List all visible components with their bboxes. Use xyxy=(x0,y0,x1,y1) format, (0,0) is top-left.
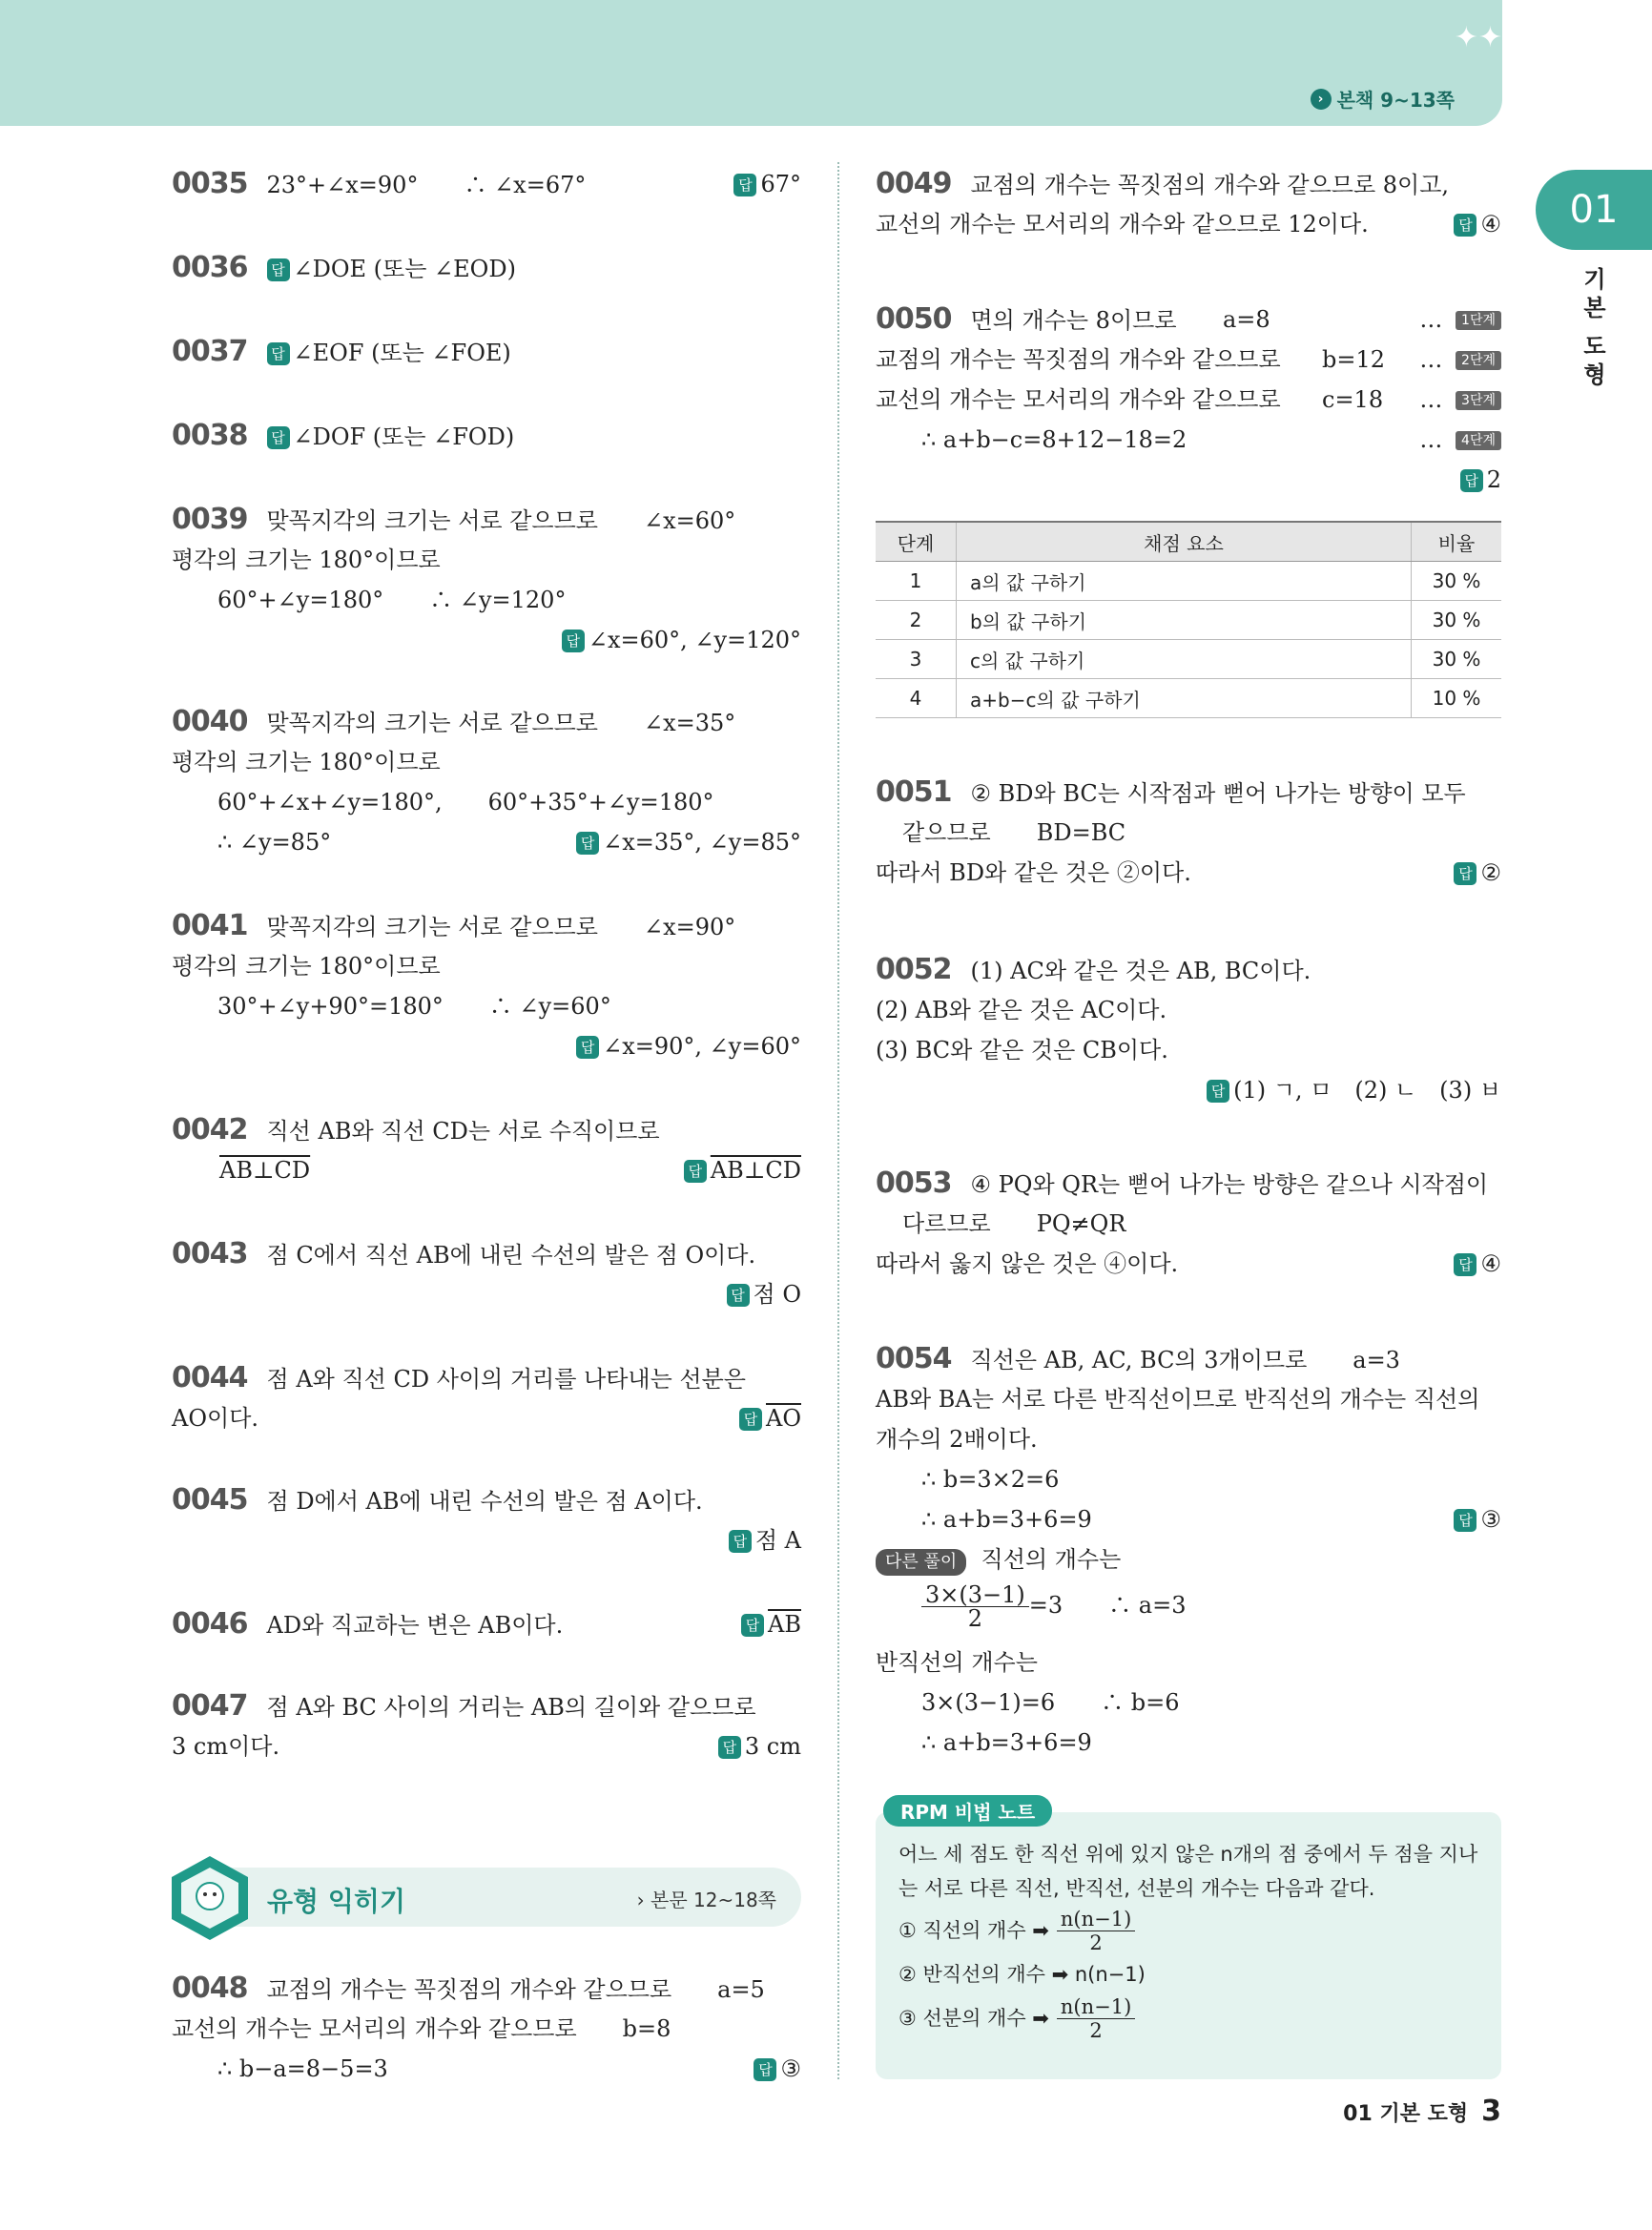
mascot-hexagon-icon xyxy=(164,1852,256,1944)
problem-0040: 0040 맞꼭지각의 크기는 서로 같으므로 ∠x=35° 평각의 크기는 180°이므로 60°+∠x+∠y=180°, 60°+35°+∠y=180° ∴ ∠y=85° 답 ∠x=35°, ∠y=85° xyxy=(172,705,801,856)
rpm-note-box: RPM 비법 노트 어느 세 점도 한 직선 위에 있지 않은 n개의 점 중에서 두 점을 지나 는 서로 다른 직선, 반직선, 선분의 개수는 다음과 같다. ① 직선의 개수 ➡ $\frac{n(n-1)}{2}$ ② 반직선의 개수 ➡ n(n−1) ③ 선분의 개수 ➡ $\frac{n(n-1)}{2}$ xyxy=(876,1812,1501,2079)
table-row: 2 b의 값 구하기 30 % xyxy=(876,601,1501,640)
table-row: 4 a+b−c의 값 구하기 10 % xyxy=(876,679,1501,718)
problem-0053: 0053 ④ PQ와 QR는 뻗어 나가는 방향은 같으나 시작점이 다르므로 PQ≠QR 따라서 옳지 않은 것은 ④이다. 답 ④ xyxy=(876,1167,1501,1277)
problem-0046: 0046 AD와 직교하는 변은 AB이다. 답 $\overline{AB}$ xyxy=(172,1607,801,1641)
problem-0047: 0047 점 A와 BC 사이의 거리는 AB의 길이와 같으므로 3 cm이다. 답 3 cm xyxy=(172,1689,801,1760)
type-section-title: 유형 익히기 xyxy=(267,1886,405,1917)
rpm-note-label: RPM 비법 노트 xyxy=(883,1795,1052,1827)
fraction: $\frac{3\times(3-1)}{2}$ xyxy=(921,1583,1029,1630)
alt-solution-badge: 다른 풀이 xyxy=(876,1549,966,1576)
problem-0036: 0036 답 ∠DOE (또는 ∠EOD) xyxy=(172,251,516,284)
page-number: 3 xyxy=(1481,2095,1501,2128)
table-row: 3 c의 값 구하기 30 % xyxy=(876,640,1501,679)
problem-0043: 0043 점 C에서 직선 AB에 내린 수선의 발은 점 O이다. 답 점 O xyxy=(172,1237,801,1308)
problem-0048: 0048 교점의 개수는 꼭짓점의 개수와 같으므로 a=5 교선의 개수는 모서리의 개수와 같으므로 b=8 ∴ b−a=8−5=3 답 ③ xyxy=(172,1972,801,2082)
type-section-bar xyxy=(172,1868,801,1927)
problem-0049: 0049 교점의 개수는 꼭짓점의 개수와 같으므로 8이고, 교선의 개수는 모서리의 개수와 같으므로 12이다. 답 ④ xyxy=(876,167,1501,237)
problem-0052: 0052 (1) AC와 같은 것은 AB, BC이다. (2) AB와 같은 것은 AC이다. (3) BC와 같은 것은 CB이다. 답 (1) ㄱ, ㅁ (2) ㄴ (3) ㅂ xyxy=(876,953,1501,1104)
problem-0039: 0039 맞꼭지각의 크기는 서로 같으므로 ∠x=60° 평각의 크기는 180°이므로 60°+∠y=180° ∴ ∠y=120° 답 ∠x=60°, ∠y=120° xyxy=(172,503,801,653)
type-section-ref: › 본문 12~18쪽 xyxy=(636,1889,776,1911)
problem-0051: 0051 ② BD와 BC는 시작점과 뻗어 나가는 방향이 모두 같으므로 BD=BC 따라서 BD와 같은 것은 ②이다. 답 ② xyxy=(876,775,1501,886)
book-reference: › 본책 9~13쪽 xyxy=(1311,85,1455,113)
header-band xyxy=(0,0,1502,126)
scoring-table: 단계 채점 요소 비율 1 a의 값 구하기 30 % 2 b의 값 구하기 30 % 3 c의 값 구하기 30 % 4 a+b−c의 값 구하기 10 % xyxy=(876,521,1501,718)
problem-0038: 0038 답 ∠DOF (또는 ∠FOD) xyxy=(172,419,515,452)
problem-0041: 0041 맞꼭지각의 크기는 서로 같으므로 ∠x=90° 평각의 크기는 180°이므로 30°+∠y+90°=180° ∴ ∠y=60° 답 ∠x=90°, ∠y=60° xyxy=(172,909,801,1060)
table-row: 1 a의 값 구하기 30 % xyxy=(876,562,1501,601)
sparkle-icon: ✦✦ xyxy=(1454,21,1502,54)
problem-0037: 0037 답 ∠EOF (또는 ∠FOE) xyxy=(172,335,511,368)
problem-0054: 0054 직선은 AB, AC, BC의 3개이므로 a=3 AB와 BA는 서로 다른 반직선이므로 반직선의 개수는 직선의 개수의 2배이다. ∴ b=3×2=6 ∴ a+b=3+6=9 답 ③ 다른 풀이 직선의 개수는 $\frac{3\times(3-1)}{2}$ =3 ∴ a=3 반직선의 개수는 3×(3−1)=6 ∴ b=6 ∴ a+b=3+6=9 xyxy=(876,1342,1501,1756)
problem-0035: 0035 23°+∠x=90° ∴ ∠x=67° 답 67° xyxy=(172,167,801,200)
problem-0044: 0044 점 A와 직선 CD 사이의 거리를 나타내는 선분은 AO이다. 답 $\overline{AO}$ xyxy=(172,1361,801,1432)
chapter-number-tab: 01 xyxy=(1536,170,1652,250)
column-divider xyxy=(837,162,839,2079)
page-footer: 01 기본 도형 3 xyxy=(1343,2095,1501,2128)
problem-0050: 0050 면의 개수는 8이므로 a=8 … 1단계 교점의 개수는 꼭짓점의 개수와 같으므로 b=12 … 2단계 교선의 개수는 모서리의 개수와 같으므로 c=18 … 3단계 ∴ a+b−c=8+12−18=2 … 4단계 답 2 xyxy=(876,302,1501,493)
chapter-name-vertical: 기 본 도 형 xyxy=(1583,266,1606,388)
problem-0042: 0042 직선 AB와 직선 CD는 서로 수직이므로 AB⊥CD 답 AB⊥CD xyxy=(172,1113,801,1184)
problem-0045: 0045 점 D에서 AB에 내린 수선의 발은 점 A이다. 답 점 A xyxy=(172,1483,801,1554)
arrow-right-icon: › xyxy=(1311,89,1332,110)
